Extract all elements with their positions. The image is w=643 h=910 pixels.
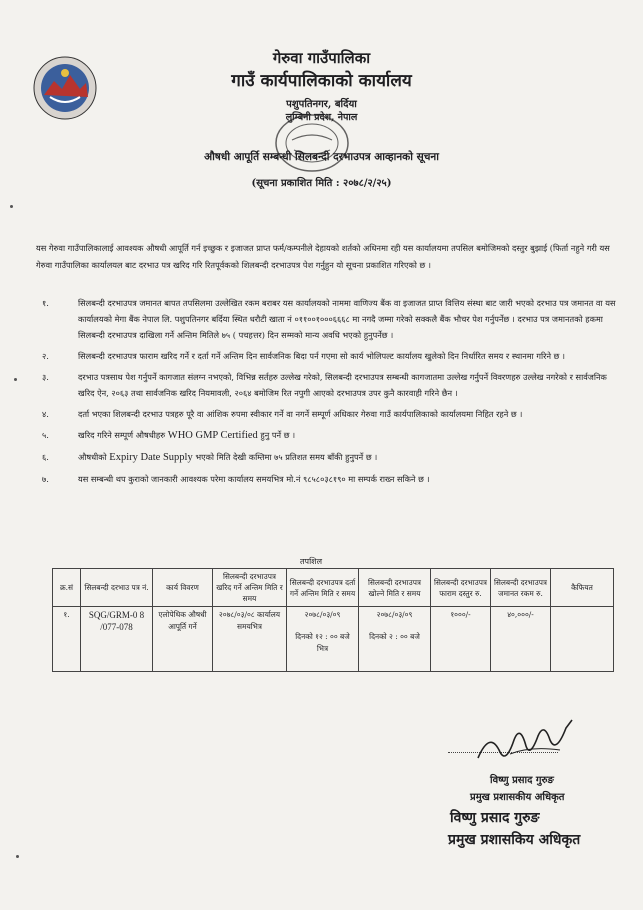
item-text: दर्ता भएका शिलबन्दी दरभाउ पत्रहरु पूरै वा आंशिक रुपमा स्वीकार गर्ने वा नगर्ने सम्पूर्ण अधिकार गेरुवा गाउँ कार्यपालिकाको कार्यालयमा निहित रहने छ ।: [78, 409, 523, 419]
signatory-title-stamp: प्रमुख प्रशासकिय अधिकृत: [448, 832, 581, 848]
column-header: सिलबन्दी दरभाउपत्र खरिद गर्ने अन्तिम मिति र समय: [213, 569, 287, 607]
item-text: [78, 427, 621, 444]
item-text: [78, 449, 621, 466]
submission-time: दिनको १२ : ०० बजे भित्र: [295, 632, 350, 653]
cell-security-amount: ४०,०००/-: [491, 607, 551, 672]
item-text-english: WHO GMP Certified: [167, 430, 258, 441]
column-header: क्र.सं: [53, 569, 81, 607]
intro-paragraph: यस गेरुवा गाउँपालिकालाई आवश्यक औषधी आपूर्ति गर्न इच्छुक र इजाजत प्राप्त फर्म/कम्पनीले देहायको शर्तको अधिनमा रही यस कार्यालयमा तपसिल बमोजिमको दस्तुर बुझाई (फिर्ता नहुने गरी यस गेरुवा गाउँपालिका कार्यालयल बाट दरभाउ पत्र खरिद गरि रितपूर्वकको शिलबन्दी दरभाउपत्र पेश गर्नुहुन यो सूचना प्रकाशित गरिएको छ ।: [36, 243, 610, 270]
signatory-title: प्रमुख प्रशासकीय अधिकृत: [470, 792, 565, 803]
list-item: [36, 369, 621, 401]
column-header: कैफियत: [551, 569, 614, 607]
list-item: [36, 348, 621, 364]
list-item: [36, 295, 621, 343]
item-number: ३.: [42, 372, 49, 382]
office-address: पशुपतिनगर, बर्दिया: [286, 99, 357, 110]
item-number: १.: [42, 298, 49, 308]
conditions-list: [36, 295, 621, 492]
opening-date: २०७८/०३/०९: [376, 610, 413, 619]
cell-form-fee: १०००/-: [431, 607, 491, 672]
column-header: सिलबन्दी दरभाउपत्र जमानत रकम रु.: [491, 569, 551, 607]
table-row: [53, 607, 614, 672]
item-number: ७.: [42, 474, 49, 484]
item-text-after: हुनु पर्ने छ ।: [260, 430, 296, 440]
column-header: सिलबन्दी दरभाउपत्र दर्ता गर्ने अन्तिम मिति र समय: [287, 569, 359, 607]
handwritten-signature-icon: [470, 710, 580, 770]
details-table: [52, 568, 614, 672]
list-item: [36, 471, 621, 487]
cell-bid-number: SQG/GRM-0 8 /077-078: [81, 607, 153, 672]
item-text-english: Expiry Date Supply: [109, 452, 193, 463]
cell-opening: [359, 607, 431, 672]
item-text-before: औषधीको: [78, 452, 107, 462]
item-text: सिलबन्दी दरभाउपत्र फाराम खरिद गर्ने र दर्ता गर्ने अन्तिम दिन सार्वजनिक बिदा पर्न गएमा सो कार्य भोलिपल्ट कार्यालय खुलेको दिन निर्धारित समय र स्थानमा गरिने छ ।: [78, 351, 566, 361]
cell-sn: १.: [53, 607, 81, 672]
table-caption: तपशिल: [300, 557, 323, 566]
cell-remarks: [551, 607, 614, 672]
item-number: ४.: [42, 409, 49, 419]
opening-time: दिनको २ : ०० बजे: [369, 632, 420, 641]
item-number: ५.: [42, 430, 49, 440]
column-header: सिलबन्दी दरभाउ पत्र नं.: [81, 569, 153, 607]
column-header: कार्य विवरण: [153, 569, 213, 607]
column-header: सिलबन्दी दरभाउपत्र फाराम दस्तुर रु.: [431, 569, 491, 607]
notice-date: (सूचना प्रकाशित मिति : २०७८/२/२५): [251, 178, 392, 189]
item-number: २.: [42, 351, 49, 361]
item-text-before: खरिद गरिने सम्पूर्ण औषधीहरु: [78, 430, 166, 440]
office-stamp-icon: [272, 110, 352, 176]
signatory-name-stamp: विष्णु प्रसाद गुरुङ: [450, 810, 540, 826]
signature-line: [448, 752, 558, 753]
office-province: लुम्बिनी प्रदेश, नेपाल: [285, 112, 358, 123]
item-text: दरभाउ पत्रसाथ पेश गर्नुपर्ने कागजात संलग्न नभएको, विभिन्न सर्तहरु उल्लेख गरेको, सिलबन्दी दरभाउपत्र सम्बन्धी कागजातमा उल्लेख गर्नुपर्ने विवरणहरु उल्लेख नगरेको र सार्वजनिक खरिद ऐन, २०६३ तथा सार्वजनिक खरिद नियमावली, २०६४ बमोजिम रित नपुगी आएको दरभाउपत्र उपर कुनै कारवाही गरिने छैन ।: [78, 372, 607, 398]
list-item: [36, 406, 621, 422]
item-text: सिलबन्दी दरभाउपत्र जमानत बापत तपसिलमा उल्लेखित रकम बराबर यस कार्यालयको नाममा वाणिज्य बैंक वा इजाजत प्राप्त वित्तिय संस्था बाट जारी भएको दरभाउ पत्र जमानत वा यस कार्यालयको मेगा बैंक नेपाल लि. पशुपतिनगर बर्दिया स्थित धरौटी खाता नं ०११००१०००६६६८ मा नगदै जम्मा गरेको सक्कलै बैंक भौचर पेश गर्नुपर्नेछ । दरभाउ पत्र जमानतको हकमा सिलबन्दी दरभाउपत्र दाखिला गर्ने अन्तिम मितिले ७५ ( पचहत्तर) दिन सम्मको मान्य अवधि भएको हुनुपर्नेछ ।: [78, 298, 616, 340]
cell-description: एलोपेथिक औषधी आपूर्ति गर्ने: [153, 607, 213, 672]
punch-mark: [14, 378, 17, 381]
item-number: ६.: [42, 452, 49, 462]
submission-date: २०७८/०३/०९: [304, 610, 341, 619]
org-name: गेरुवा गाउँपालिका: [272, 49, 371, 67]
item-text: यस सम्बन्धी थप कुराको जानकारी आवश्यक परेमा कार्यालय समयभित्र मो.नं ९८५८०३८१९० मा सम्पर्क राख्न सकिने छ ।: [78, 474, 430, 484]
column-header: सिलबन्दी दरभाउपत्र खोल्ने मिति र समय: [359, 569, 431, 607]
notice-title: औषधी आपूर्ति सम्बन्धी सिलबन्दी दरभाउपत्र आव्हानको सूचना: [204, 151, 439, 163]
list-item: [36, 449, 621, 466]
cell-purchase-deadline: २०७८/०३/०८ कार्यालय समयभित्र: [213, 607, 287, 672]
office-name: गाउँ कार्यपालिकाको कार्यालय: [231, 71, 412, 91]
cell-submission-deadline: [287, 607, 359, 672]
item-text-after: भएको मिति देखी कम्तिमा ७५ प्रतिशत समय बाँकी हुनुपर्ने छ ।: [195, 452, 378, 462]
table-header-row: [53, 569, 614, 607]
list-item: [36, 427, 621, 444]
punch-mark: [10, 205, 13, 208]
signatory-name: विष्णु प्रसाद गुरुङ: [490, 775, 554, 786]
punch-mark: [16, 855, 19, 858]
